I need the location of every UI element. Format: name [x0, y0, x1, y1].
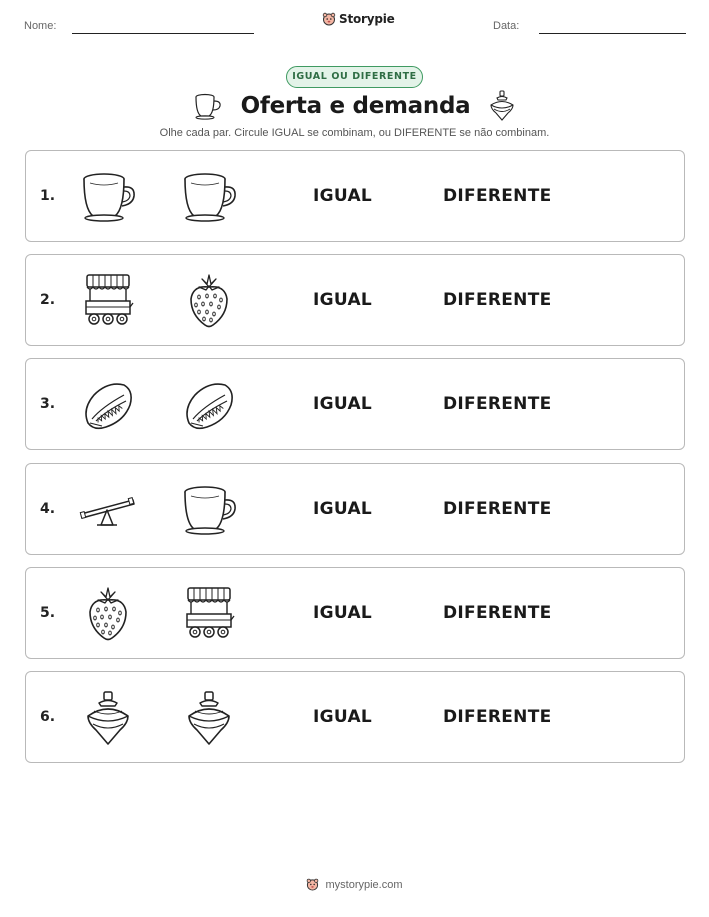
same-option[interactable]: IGUAL [313, 499, 373, 519]
question-card [25, 254, 685, 346]
different-option[interactable]: DIFERENTE [443, 394, 552, 414]
same-option[interactable]: IGUAL [313, 603, 373, 623]
name-label: Nome: [24, 20, 57, 32]
brand-logo [322, 12, 395, 26]
same-option[interactable]: IGUAL [313, 290, 373, 310]
question-card [25, 671, 685, 763]
question-card [25, 358, 685, 450]
question-card [25, 463, 685, 555]
storypie-mascot-icon [306, 878, 319, 891]
question-card [25, 567, 685, 659]
same-option[interactable]: IGUAL [313, 394, 373, 414]
different-option[interactable]: DIFERENTE [443, 186, 552, 206]
cup-icon [179, 167, 239, 227]
spinning-top-icon [78, 688, 138, 748]
name-field[interactable] [72, 33, 254, 34]
question-number: 1. [40, 188, 56, 204]
spinning-top-icon [179, 688, 239, 748]
footer [0, 878, 709, 891]
cup-icon [78, 167, 138, 227]
date-field[interactable] [539, 33, 686, 34]
page-title: Oferta e demanda [240, 93, 471, 119]
different-option[interactable]: DIFERENTE [443, 290, 552, 310]
title-row [0, 90, 709, 122]
same-option[interactable]: IGUAL [313, 707, 373, 727]
seashell-icon [179, 375, 239, 435]
strawberry-icon [78, 584, 138, 644]
market-stall-icon [78, 271, 138, 331]
cup-icon [193, 92, 223, 120]
worksheet-type-badge: IGUAL OU DIFERENTE [286, 66, 423, 88]
storypie-mascot-icon [322, 12, 336, 26]
question-number: 2. [40, 292, 56, 308]
cup-icon [179, 480, 239, 540]
question-number: 3. [40, 396, 56, 412]
spinning-top-icon [488, 90, 516, 122]
instructions: Olhe cada par. Circule IGUAL se combinam, ou DIFERENTE se não combinam. [159, 127, 550, 139]
question-number: 5. [40, 605, 56, 621]
date-label: Data: [493, 20, 520, 32]
different-option[interactable]: DIFERENTE [443, 707, 552, 727]
question-card [25, 150, 685, 242]
strawberry-icon [179, 271, 239, 331]
question-number: 4. [40, 501, 56, 517]
seashell-icon [78, 375, 138, 435]
question-number: 6. [40, 709, 56, 725]
market-stall-icon [179, 584, 239, 644]
brand-name: Storypie [339, 12, 395, 26]
footer-url: mystorypie.com [325, 878, 403, 891]
same-option[interactable]: IGUAL [313, 186, 373, 206]
seesaw-icon [78, 480, 138, 540]
different-option[interactable]: DIFERENTE [443, 603, 552, 623]
different-option[interactable]: DIFERENTE [443, 499, 552, 519]
